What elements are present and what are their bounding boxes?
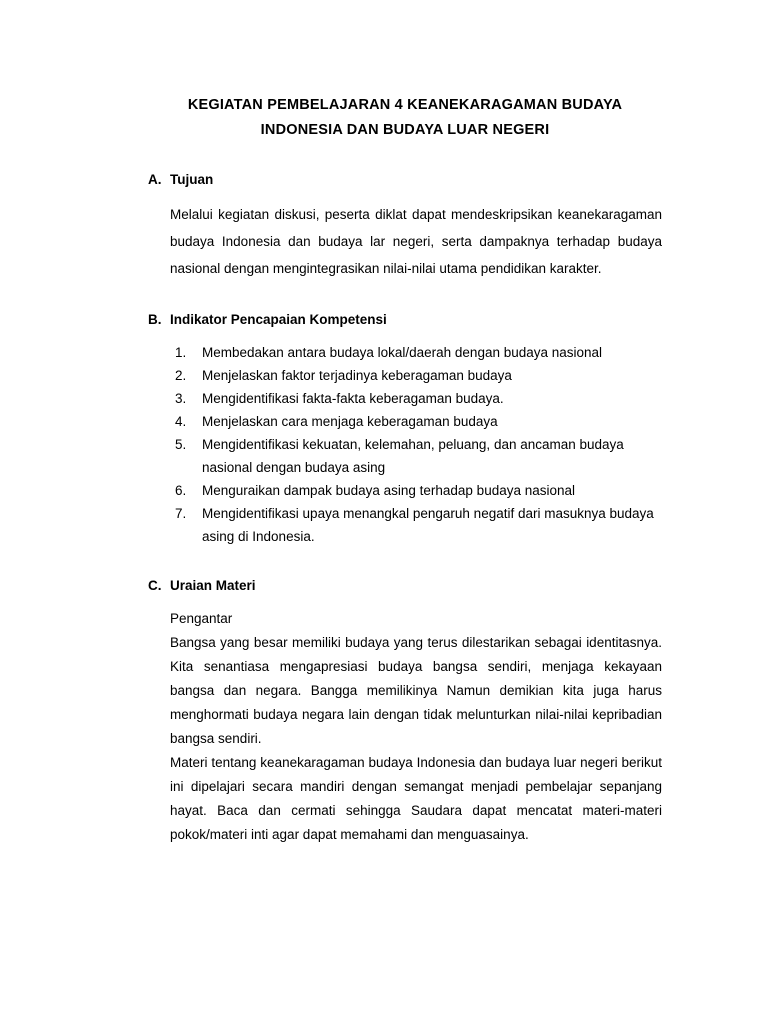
section-a-body: Melalui kegiatan diskusi, peserta diklat dapat mendeskripsikan keanekaragaman budaya Indonesia dan budaya lar negeri, serta dampaknya terhadap budaya nasional dengan mengintegrasikan nilai-nilai utama pendidikan karakter.: [170, 207, 662, 276]
indicator-list: [148, 341, 662, 548]
section-uraian-materi: [148, 576, 662, 847]
section-c-paragraph-1: Bangsa yang besar memiliki budaya yang terus dilestarikan sebagai identitasnya. Kita senantiasa mengapresiasi budaya bangsa sendiri, menjaga kekayaan bangsa dan negara. Bangga memilikinya Namun demikian kita juga harus menghormati budaya negara lain dengan tidak melunturkan nilai-nilai kepribadian bangsa sendiri.: [170, 635, 662, 746]
list-item: [148, 433, 662, 479]
document-body: [148, 170, 662, 847]
list-item-marker: 5.: [175, 437, 187, 452]
section-c-heading: [148, 576, 662, 596]
section-a-title: Tujuan: [170, 172, 214, 187]
spacer: [148, 190, 662, 201]
list-item-text: Mengidentifikasi upaya menangkal pengaruh negatif dari masuknya budaya asing di Indonesia.: [202, 506, 654, 544]
document-title-line-2: INDONESIA DAN BUDAYA LUAR NEGERI: [260, 122, 550, 138]
section-b-heading: [148, 310, 662, 330]
section-b-letter: B.: [148, 312, 162, 327]
document-title-line-1: KEGIATAN PEMBELAJARAN 4 KEANEKARAGAMAN BUDAYA: [187, 97, 623, 113]
spacer: [148, 282, 662, 310]
list-item-marker: 4.: [175, 414, 187, 429]
list-item-text: Menguraikan dampak budaya asing terhadap budaya nasional: [202, 483, 576, 498]
list-item-marker: 1.: [175, 345, 187, 360]
list-item-marker: 6.: [175, 483, 187, 498]
spacer: [148, 548, 662, 576]
section-a-letter: A.: [148, 172, 162, 187]
document-title: [148, 93, 662, 143]
section-b-title: Indikator Pencapaian Kompetensi: [170, 312, 387, 327]
spacer: [148, 596, 662, 607]
section-c-letter: C.: [148, 578, 162, 593]
list-item-text: Mengidentifikasi fakta-fakta keberagaman budaya.: [202, 391, 504, 406]
section-a-heading: [148, 170, 662, 190]
list-item-text: Membedakan antara budaya lokal/daerah dengan budaya nasional: [202, 345, 603, 360]
section-c-subheading: Pengantar: [170, 611, 233, 626]
section-c-title: Uraian Materi: [170, 578, 256, 593]
spacer: [148, 330, 662, 341]
list-item: [148, 364, 662, 387]
section-c-paragraph-2: Materi tentang keanekaragaman budaya Indonesia dan budaya luar negeri berikut ini dipelajari secara mandiri dengan semangat menjadi pembelajar sepanjang hayat. Baca dan cermati sehingga Saudara dapat mencatat materi-materi pokok/materi inti agar dapat memahami dan menguasainya.: [170, 755, 662, 842]
list-item-text: Menjelaskan cara menjaga keberagaman budaya: [202, 414, 498, 429]
list-item: [148, 341, 662, 364]
list-item-marker: 2.: [175, 368, 187, 383]
list-item-marker: 7.: [175, 506, 187, 521]
section-indikator: [148, 310, 662, 548]
list-item: [148, 479, 662, 502]
list-item-text: Mengidentifikasi kekuatan, kelemahan, peluang, dan ancaman budaya nasional dengan budaya asing: [202, 437, 624, 475]
list-item: [148, 387, 662, 410]
list-item-text: Menjelaskan faktor terjadinya keberagaman budaya: [202, 368, 512, 383]
list-item-marker: 3.: [175, 391, 187, 406]
list-item: [148, 410, 662, 433]
list-item: [148, 502, 662, 548]
section-tujuan: [148, 170, 662, 282]
